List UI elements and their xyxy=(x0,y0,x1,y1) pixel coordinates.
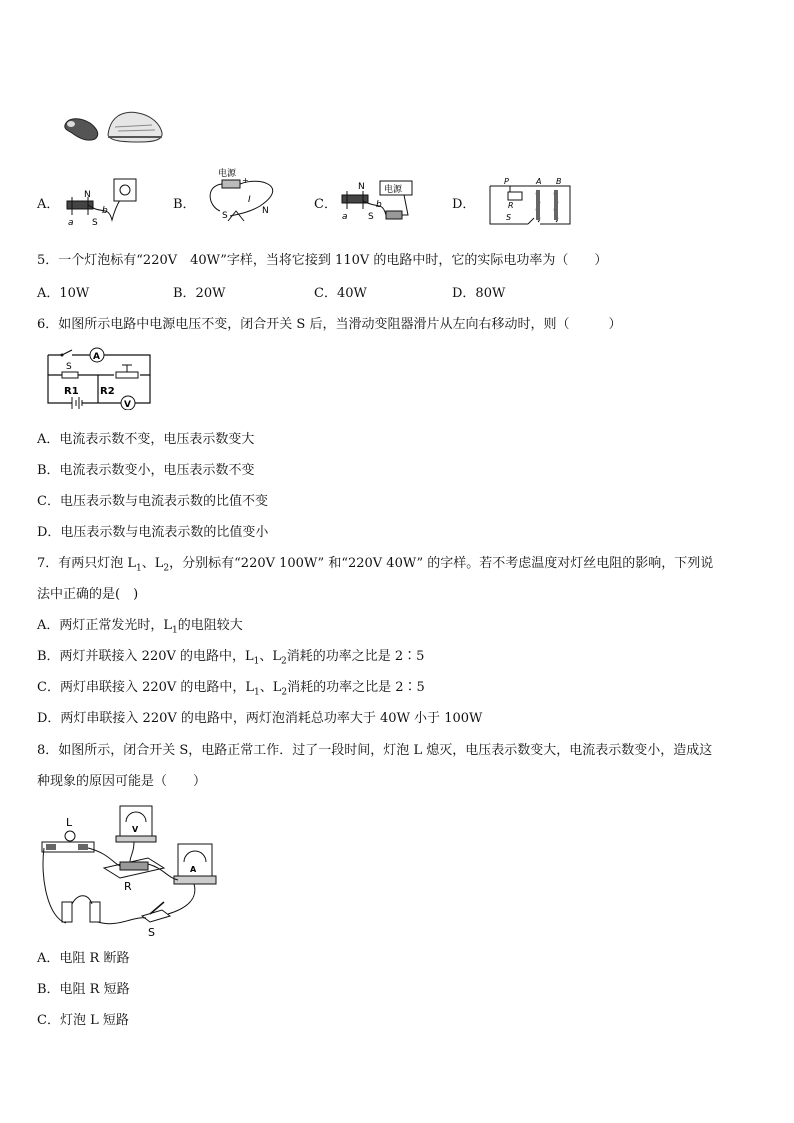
voltmeter-label: V xyxy=(132,825,139,834)
lamp-label: L xyxy=(66,816,73,829)
q7-b-post: 消耗的功率之比是 2∶5 xyxy=(286,649,425,664)
label-n: N xyxy=(262,206,269,216)
switch-label: S xyxy=(66,362,72,372)
q4-figure-a xyxy=(62,175,142,234)
switch-label: S xyxy=(148,926,155,939)
label-p: P xyxy=(504,177,509,186)
label-a: A xyxy=(536,177,542,186)
label-r: R xyxy=(508,201,514,210)
q4-figure-c xyxy=(338,175,418,234)
resistor-label: R xyxy=(124,880,132,893)
q4-figure-b xyxy=(200,166,290,230)
q6-stem: 6．如图所示电路中电源电压不变，闭合开关 S 后，当滑动变阻器滑片从左向右移动时，则（ ） xyxy=(37,317,622,332)
q4-option-c-label[interactable]: C． xyxy=(314,197,337,212)
power-label: 电源 xyxy=(384,185,403,195)
label-b: b xyxy=(376,200,382,210)
power-label: 电源 xyxy=(218,169,237,179)
voltmeter-label: V xyxy=(124,400,131,410)
q7-b-pre: B．两灯并联接入 220V 的电路中，L xyxy=(37,649,254,664)
label-s: S xyxy=(92,218,98,228)
q6-option-b[interactable]: B．电流表示数变小，电压表示数不变 xyxy=(37,463,255,478)
label-n: N xyxy=(84,190,91,200)
insole-shoe-figure xyxy=(60,105,170,154)
r1-label: R1 xyxy=(64,386,79,397)
q8-option-c[interactable]: C．灯泡 L 短路 xyxy=(37,1013,129,1028)
ammeter-label: A xyxy=(190,865,197,874)
q7-option-c[interactable] xyxy=(37,676,425,698)
q5-option-a[interactable]: A．10W xyxy=(37,286,90,301)
q7-c-post: 消耗的功率之比是 2∶5 xyxy=(287,680,425,695)
r2-label: R2 xyxy=(100,386,115,397)
q8-option-b[interactable]: B．电阻 R 短路 xyxy=(37,982,130,997)
q8-circuit-figure xyxy=(38,798,223,944)
q7-a-pre: A．两灯正常发光时，L xyxy=(37,618,173,633)
q6-option-a[interactable]: A．电流表示数不变，电压表示数变大 xyxy=(37,432,255,447)
q7-a-post: 的电阻较大 xyxy=(177,618,243,633)
q7-c-sub2: 2 xyxy=(281,687,288,698)
q7-stem-pre: 7．有两只灯泡 L xyxy=(37,556,137,571)
q7-sub-2: 2 xyxy=(163,563,170,574)
q7-c-sub1: 1 xyxy=(254,687,260,698)
q7-option-b[interactable] xyxy=(37,645,424,667)
q7-option-a[interactable] xyxy=(37,614,243,636)
q5-stem: 5．一个灯泡标有“220V 40W”字样，当将它接到 110V 的电路中时，它的实际电功率为（ ） xyxy=(37,253,608,268)
q7-sub-1: 1 xyxy=(136,563,142,574)
q8-stem: 8．如图所示，闭合开关 S，电路正常工作．过了一段时间，灯泡 L 熄灭，电压表示数变大，电流表示数变小，造成这 xyxy=(37,743,713,758)
q4-option-d-label[interactable]: D． xyxy=(452,197,476,212)
q6-option-d[interactable]: D．电压表示数与电流表示数的比值变小 xyxy=(37,525,269,540)
label-i: I xyxy=(248,195,251,205)
label-b: b xyxy=(102,206,108,216)
ammeter-label: A xyxy=(93,352,100,362)
q7-stem-line2: 法中正确的是( ) xyxy=(37,587,139,602)
q7-c-pre: C．两灯串联接入 220V 的电路中，L xyxy=(37,680,255,695)
label-b: B xyxy=(556,177,562,186)
q5-option-c[interactable]: C．40W xyxy=(314,286,367,301)
label-a: a xyxy=(68,218,74,228)
label-a: a xyxy=(342,212,348,222)
q4-option-b-label[interactable]: B． xyxy=(173,197,196,212)
q4-option-a-label[interactable]: A． xyxy=(37,197,60,212)
q6-circuit-figure xyxy=(42,345,157,414)
q8-option-a[interactable]: A．电阻 R 断路 xyxy=(37,951,130,966)
label-s: S xyxy=(368,212,374,222)
q7-b-sub2: 2 xyxy=(281,656,287,667)
label-s: S xyxy=(506,213,512,222)
q7-b-sep: 、L xyxy=(259,649,282,664)
q7-stem-post: ，分别标有“220V 100W” 和“220V 40W” 的字样。若不考虑温度对灯丝电阻的影响，下列说 xyxy=(169,556,714,571)
q4-figure-d xyxy=(484,172,579,234)
q5-option-b[interactable]: B．20W xyxy=(173,286,226,301)
q7-stem xyxy=(37,552,713,574)
label-n: N xyxy=(358,182,365,192)
q5-option-d[interactable]: D．80W xyxy=(452,286,506,301)
q7-stem-sep: 、L xyxy=(141,556,164,571)
label-s: S xyxy=(222,211,228,221)
q7-a-sub: 1 xyxy=(172,625,178,636)
q7-c-sep: 、L xyxy=(259,680,282,695)
q7-b-sub1: 1 xyxy=(253,656,260,667)
q7-option-d[interactable]: D．两灯串联接入 220V 的电路中，两灯泡消耗总功率大于 40W 小于 100W xyxy=(37,711,483,726)
q6-option-c[interactable]: C．电压表示数与电流表示数的比值不变 xyxy=(37,494,268,509)
q8-stem-line2: 种现象的原因可能是（ ） xyxy=(37,774,207,789)
plus-sign: + xyxy=(242,176,249,185)
